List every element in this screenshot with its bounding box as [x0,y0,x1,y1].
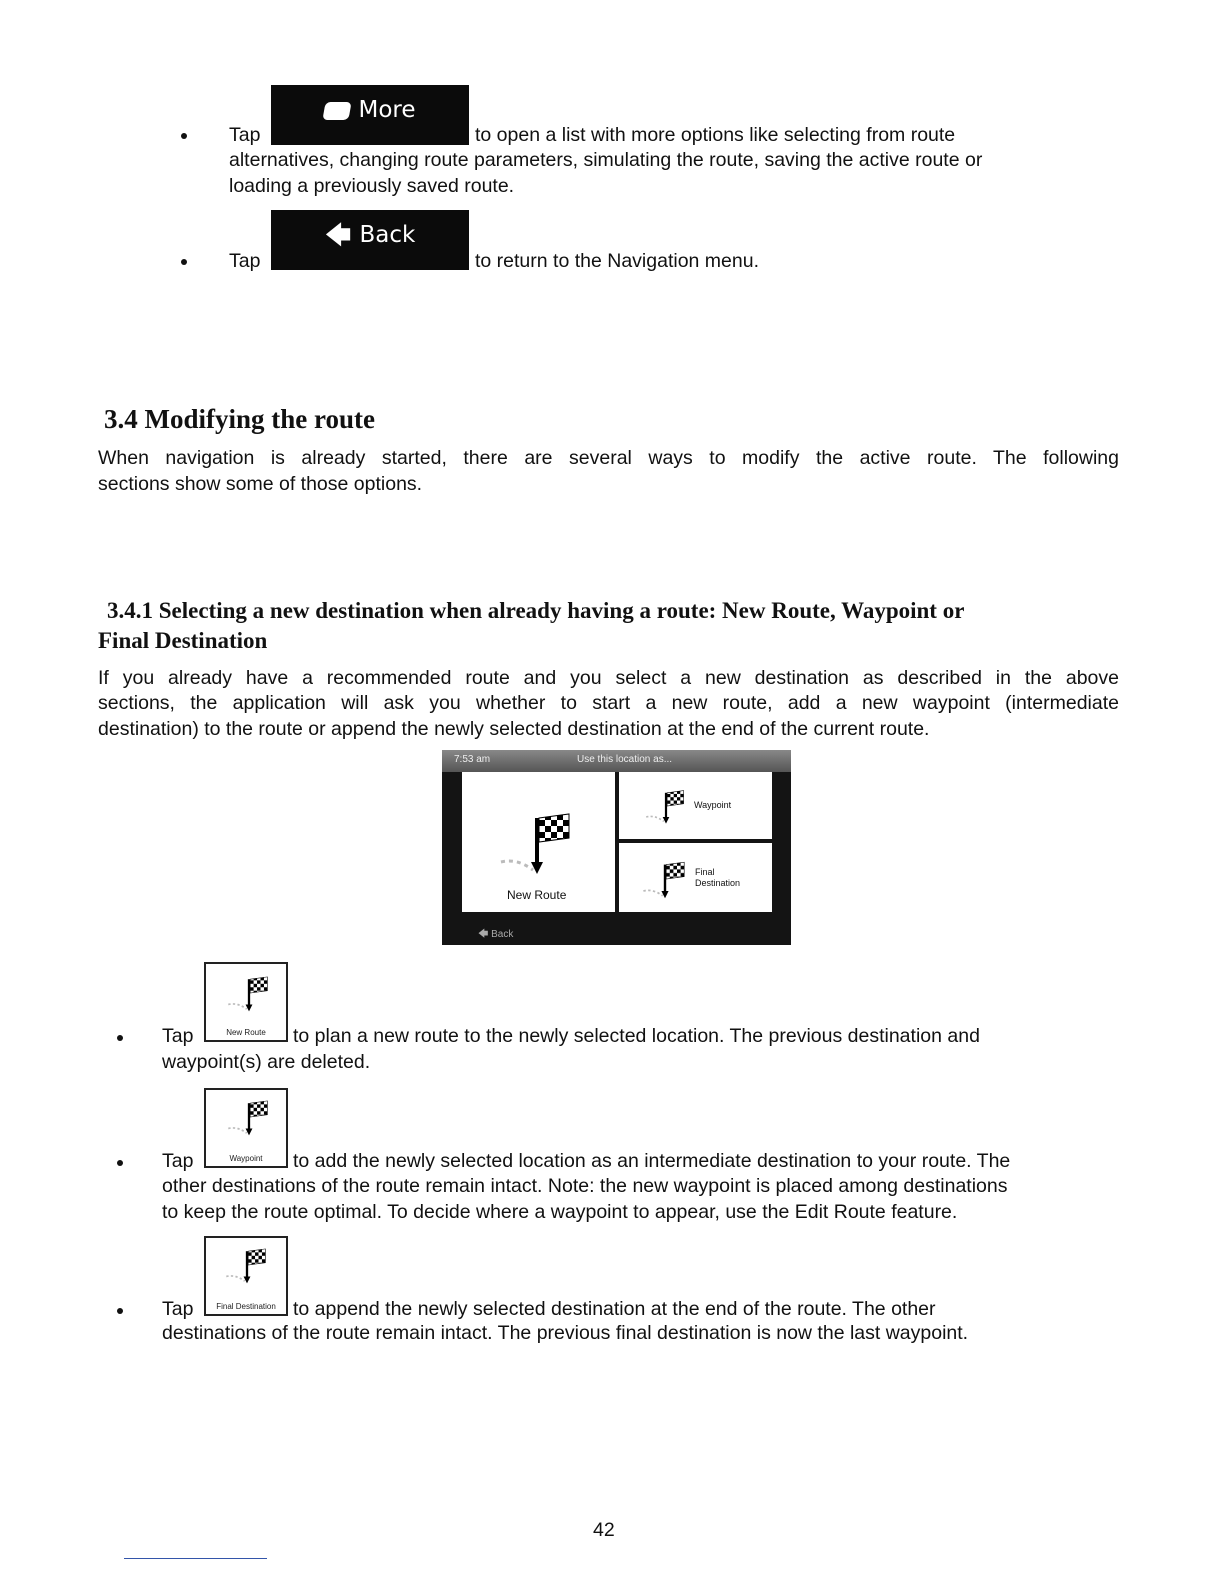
waypoint-label: Waypoint [694,800,732,810]
page-number: 42 [593,1519,615,1541]
body-text: destination) to the route or append the newly selected destination at the end of the current route. [98,718,930,740]
body-text: other destinations of the route remain intact. Note: the new waypoint is placed among destinations [162,1175,1008,1197]
body-text: If you already have a recommended route and you select a new destination as described in the above [98,667,1119,689]
clock: 7:53 am [454,754,491,765]
bullet [181,259,187,265]
screenshot-back-button[interactable]: 🡄 Back [478,929,514,940]
waypoint-icon [644,784,688,828]
more-label: More [358,97,416,123]
bullet [117,1035,123,1041]
icon-label: New Route [226,1028,266,1037]
subsection-heading: 3.4.1 Selecting a new destination when already having a route: New Route, Waypoint or [107,598,965,623]
body-text: loading a previously saved route. [229,175,515,197]
bullet [117,1160,123,1166]
back-label: Back [359,222,416,248]
more-button[interactable] [271,85,469,145]
body-text: to open a list with more options like selecting from route [475,124,956,146]
body-text: to return to the Navigation menu. [475,250,759,272]
icon-label: Final Destination [216,1302,276,1311]
app-screenshot [442,750,791,945]
final-destination-icon [641,855,689,903]
screen-title: Use this location as... [577,754,673,765]
tap-text: Tap [162,1150,194,1172]
status-bar [442,750,791,772]
final-destination-icon [224,1242,270,1288]
tap-text: Tap [162,1298,194,1320]
body-text: to keep the route optimal. To decide where a waypoint to appear, use the Edit Route feature. [162,1201,958,1223]
icon-label: Waypoint [229,1154,263,1163]
new-route-button-icon[interactable] [204,962,288,1042]
tap-text: Tap [162,1025,194,1047]
tap-text: Tap [229,250,261,272]
final-destination-tile[interactable] [619,843,772,912]
subsection-heading: Final Destination [98,628,268,653]
new-route-label: New Route [507,888,567,902]
body-text: to add the newly selected location as an intermediate destination to your route. The [293,1150,1011,1172]
final-label: Final [695,867,715,877]
body-text: alternatives, changing route parameters, simulating the route, saving the active route or [229,149,983,171]
checkered-flag-icon [497,802,577,882]
bullet [117,1308,123,1314]
body-text: waypoint(s) are deleted. [162,1051,371,1073]
body-text: sections show some of those options. [98,473,423,495]
more-icon [323,102,352,120]
back-label: Back [491,929,514,940]
footer-rule [124,1558,267,1559]
body-text: to plan a new route to the newly selected location. The previous destination and [293,1025,980,1047]
waypoint-icon [226,1094,272,1140]
checkered-flag-icon [226,970,272,1016]
tap-text: Tap [229,124,261,146]
body-text: destinations of the route remain intact. The previous final destination is now the last waypoint. [162,1322,969,1344]
section-heading: 3.4 Modifying the route [104,404,375,434]
waypoint-tile[interactable] [619,772,772,839]
back-arrow-icon: 🡄 [324,221,352,251]
destination-label: Destination [695,878,741,888]
body-text: When navigation is already started, there are several ways to modify the active route. The following [98,447,1119,469]
new-route-tile[interactable] [462,772,615,912]
final-destination-button-icon[interactable] [204,1236,288,1316]
back-button[interactable] [271,210,469,270]
bullet [181,133,187,139]
waypoint-button-icon[interactable] [204,1088,288,1168]
body-text: to append the newly selected destination at the end of the route. The other [293,1298,936,1320]
body-text: sections, the application will ask you whether to start a new route, add a new waypoint (intermediate [98,692,1119,714]
